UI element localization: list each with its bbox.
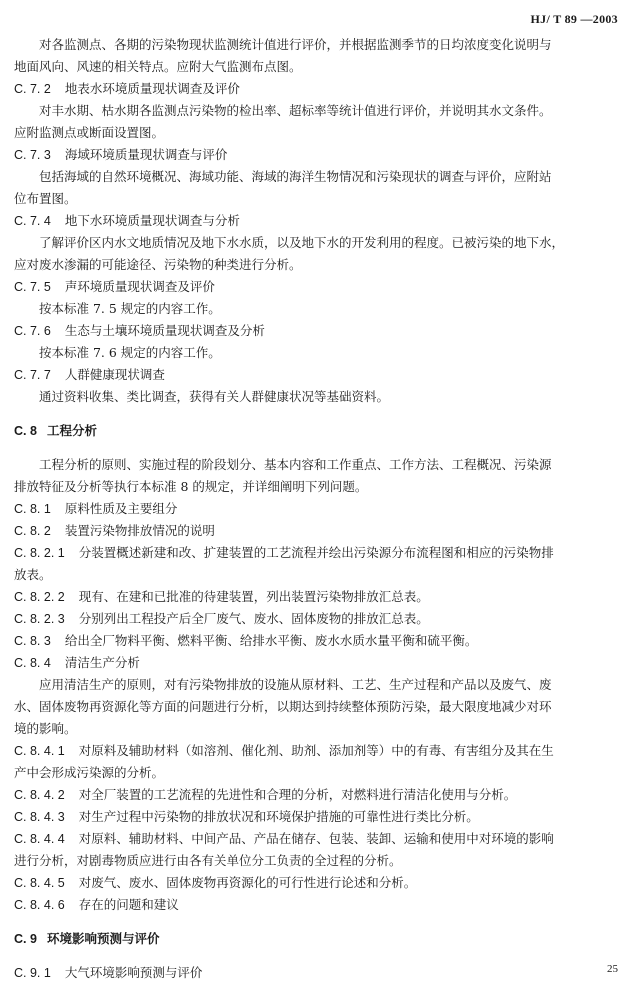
section-title: 原料性质及主要组分 xyxy=(64,501,178,516)
section-number: C. 8. 4. 6 xyxy=(14,898,65,912)
paragraph-line: 地面风向、风速的相关特点。应附大气监测布点图。 xyxy=(14,59,302,74)
section-spacer xyxy=(14,442,626,454)
section-text: 对废气、废水、固体废物再资源化的可行性进行论述和分析。 xyxy=(78,875,417,890)
paragraph-line: 水、固体废物再资源化等方面的问题进行分析，以期达到持续整体预防污染，最大限度地减少对环 xyxy=(14,699,552,714)
paragraph-line: 产中会形成污染源的分析。 xyxy=(14,765,165,780)
section-text: 对全厂装置的工艺流程的先进性和合理的分析，对燃料进行清洁化使用与分析。 xyxy=(78,787,517,802)
section-title: 存在的问题和建议 xyxy=(78,897,179,912)
section-title: 生态与土壤环境质量现状调查及分析 xyxy=(64,323,265,338)
section-heading-c842 xyxy=(14,784,626,806)
document-body xyxy=(14,34,626,984)
section-heading-c845 xyxy=(14,872,626,894)
page-number: 25 xyxy=(607,963,618,975)
section-heading-c73 xyxy=(14,144,626,166)
section-title: 工程分析 xyxy=(46,423,97,438)
section-heading-c75 xyxy=(14,276,626,298)
section-heading-c74 xyxy=(14,210,626,232)
section-heading-c82 xyxy=(14,520,626,542)
section-number: C. 8. 2. 1 xyxy=(14,546,65,560)
section-spacer xyxy=(14,408,626,420)
paragraph-line: 对各监测点、各期的污染物现状监测统计值进行评价，并根据监测季节的日均浓度变化说明与 xyxy=(39,37,552,52)
section-number: C. 8. 4. 4 xyxy=(14,832,65,846)
paragraph-line: 排放特征及分析等执行本标准 8 的规定，并详细阐明下列问题。 xyxy=(14,479,368,494)
section-number: C. 8. 2. 2 xyxy=(14,590,65,604)
section-number: C. 7. 6 xyxy=(14,324,51,338)
chapter-heading-c8 xyxy=(14,420,626,442)
section-number: C. 7. 5 xyxy=(14,280,51,294)
section-heading-c77 xyxy=(14,364,626,386)
section-text: 分装置概述新建和改、扩建装置的工艺流程并绘出污染源分布流程图和相应的污染物排 xyxy=(78,545,554,560)
section-number: C. 8. 1 xyxy=(14,502,51,516)
section-number: C. 7. 7 xyxy=(14,368,51,382)
section-title: 海域环境质量现状调查与评价 xyxy=(64,147,228,162)
section-title: 人群健康现状调查 xyxy=(64,367,165,382)
section-text: 现有、在建和已批准的待建装置，列出装置污染物排放汇总表。 xyxy=(78,589,429,604)
section-heading-c841 xyxy=(14,740,626,762)
paragraph-line: 按本标准 7. 5 规定的内容工作。 xyxy=(39,301,221,316)
paragraph-line: 应用清洁生产的原则，对有污染物排放的设施从原材料、工艺、生产过程和产品以及废气、废 xyxy=(39,677,552,692)
paragraph-line: 位布置图。 xyxy=(14,191,77,206)
section-title: 装置污染物排放情况的说明 xyxy=(64,523,215,538)
section-number: C. 7. 2 xyxy=(14,82,51,96)
section-number: C. 8. 4. 5 xyxy=(14,876,65,890)
section-number: C. 9 xyxy=(14,932,37,946)
chapter-heading-c9 xyxy=(14,928,626,950)
paragraph-line: 工程分析的原则、实施过程的阶段划分、基本内容和工作重点、工作方法、工程概况、污染源 xyxy=(39,457,552,472)
standard-id: HJ/ T 89 —2003 xyxy=(530,12,618,26)
paragraph-line: 应对废水渗漏的可能途径、污染物的种类进行分析。 xyxy=(14,257,302,272)
section-title: 地表水环境质量现状调查及评价 xyxy=(64,81,240,96)
paragraph-line: 通过资料收集、类比调查，获得有关人群健康状况等基础资料。 xyxy=(39,389,390,404)
section-number: C. 7. 3 xyxy=(14,148,51,162)
section-title: 声环境质量现状调查及评价 xyxy=(64,279,215,294)
paragraph-line: 了解评价区内水文地质情况及地下水水质，以及地下水的开发利用的程度。已被污染的地下水， xyxy=(39,235,565,250)
section-number: C. 8. 2. 3 xyxy=(14,612,65,626)
section-heading-c72 xyxy=(14,78,626,100)
section-title: 大气环境影响预测与评价 xyxy=(64,965,203,980)
section-number: C. 8. 4. 2 xyxy=(14,788,65,802)
section-text: 分别列出工程投产后全厂废气、废水、固体废物的排放汇总表。 xyxy=(78,611,429,626)
section-heading-c844 xyxy=(14,828,626,850)
section-text: 对原料、辅助材料、中间产品、产品在储存、包装、装卸、运输和使用中对环境的影响 xyxy=(78,831,554,846)
section-spacer xyxy=(14,916,626,928)
paragraph-line: 包括海域的自然环境概况、海域功能、海域的海洋生物情况和污染现状的调查与评价，应附站 xyxy=(39,169,552,184)
section-text: 对生产过程中污染物的排放状况和环境保护措施的可靠性进行类比分析。 xyxy=(78,809,479,824)
section-heading-c846 xyxy=(14,894,626,916)
section-title: 清洁生产分析 xyxy=(64,655,140,670)
section-heading-c83 xyxy=(14,630,626,652)
section-number: C. 8. 4. 1 xyxy=(14,744,65,758)
section-number: C. 7. 4 xyxy=(14,214,51,228)
section-spacer xyxy=(14,950,626,962)
section-heading-c822 xyxy=(14,586,626,608)
paragraph-line: 进行分析，对剧毒物质应进行由各有关单位分工负责的全过程的分析。 xyxy=(14,853,402,868)
section-number: C. 8. 3 xyxy=(14,634,51,648)
section-text: 给出全厂物料平衡、燃料平衡、给排水平衡、废水水质水量平衡和硫平衡。 xyxy=(64,633,478,648)
section-number: C. 8. 2 xyxy=(14,524,51,538)
section-heading-c76 xyxy=(14,320,626,342)
paragraph-line: 境的影响。 xyxy=(14,721,77,736)
section-heading-c821 xyxy=(14,542,626,564)
section-text: 对原料及辅助材料（如溶剂、催化剂、助剂、添加剂等）中的有毒、有害组分及其在生 xyxy=(78,743,554,758)
section-heading-c823 xyxy=(14,608,626,630)
paragraph-line: 应附监测点或断面设置图。 xyxy=(14,125,165,140)
section-number: C. 8. 4. 3 xyxy=(14,810,65,824)
section-number: C. 9. 1 xyxy=(14,966,51,980)
section-title: 地下水环境质量现状调查与分析 xyxy=(64,213,240,228)
section-heading-c843 xyxy=(14,806,626,828)
paragraph-line: 按本标准 7. 6 规定的内容工作。 xyxy=(39,345,221,360)
paragraph-line: 放表。 xyxy=(14,567,52,582)
section-heading-c81 xyxy=(14,498,626,520)
section-heading-c84 xyxy=(14,652,626,674)
section-heading-c91 xyxy=(14,962,626,984)
section-number: C. 8. 4 xyxy=(14,656,51,670)
paragraph-line: 对丰水期、枯水期各监测点污染物的检出率、超标率等统计值进行评价，并说明其水文条件。 xyxy=(39,103,552,118)
section-number: C. 8 xyxy=(14,424,37,438)
section-title: 环境影响预测与评价 xyxy=(46,931,160,946)
